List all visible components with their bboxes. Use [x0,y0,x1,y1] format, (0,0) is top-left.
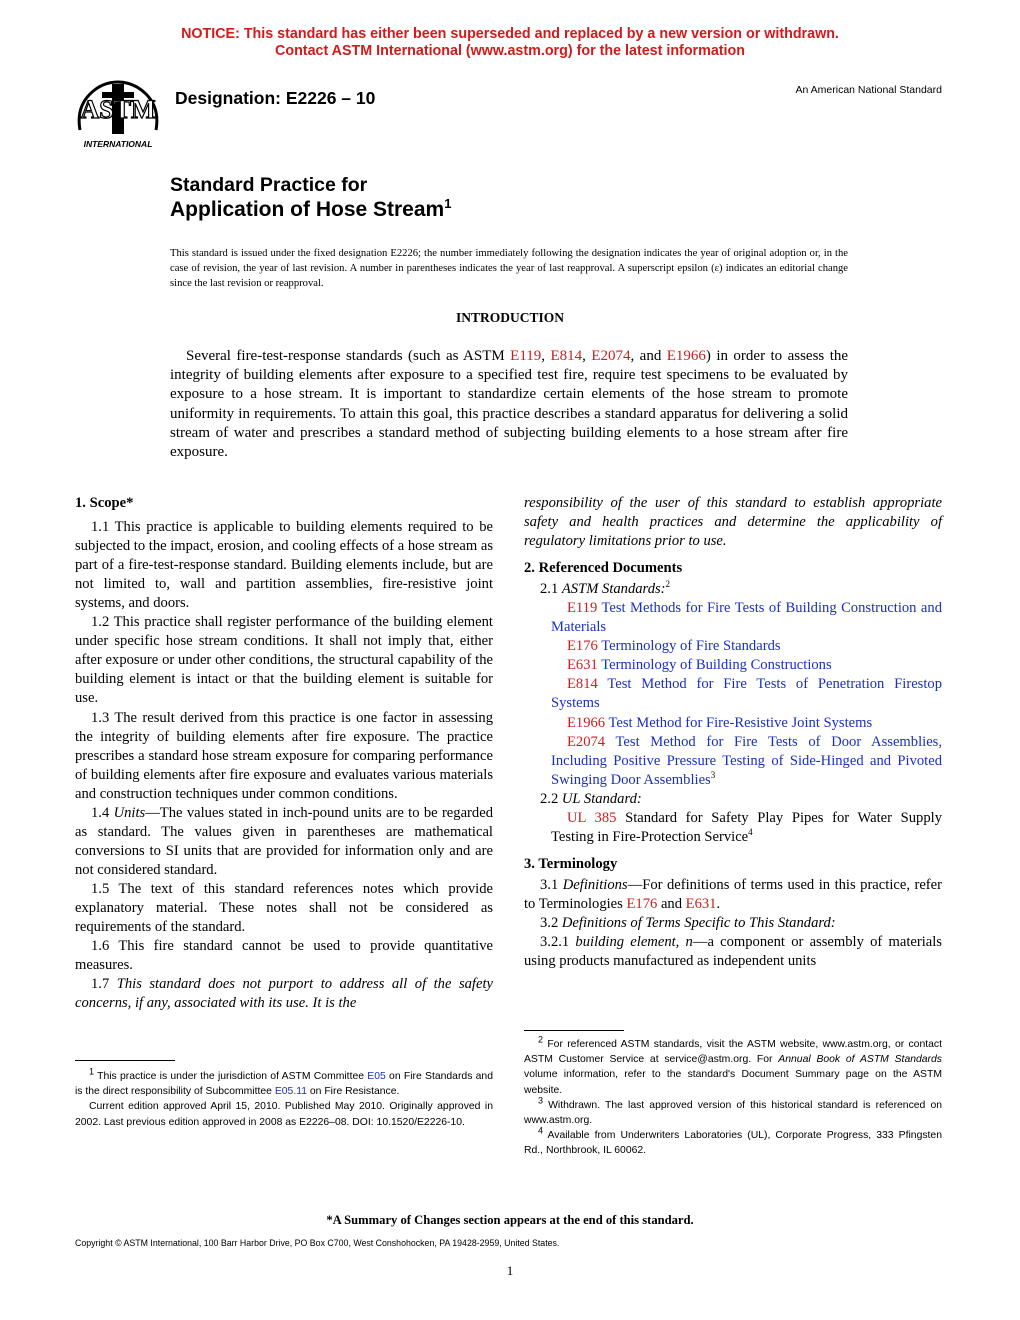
para-1-4 [75,804,493,880]
ref-link-e119[interactable]: E119 [510,348,542,364]
footnote-marker: 1 [89,1066,95,1077]
right-column [524,494,942,971]
ref-link-e176[interactable]: E176 [626,895,658,912]
footnote-4 [524,1125,942,1158]
para-text: . [716,895,721,912]
footnote-text: on Fire Resistance. [307,1086,400,1098]
para-em: ASTM Standards: [561,581,666,598]
ref-item-e814[interactable] [524,675,942,713]
para-num: 3.1 [540,876,563,893]
para-text: —The values stated in inch-pound units are to be regarded as standard. The values given in parentheses are mathematical conversions to SI units that are provided for information only and are not considered standard. [75,804,493,878]
footnote-marker: 4 [538,1125,544,1136]
logo-subtext: INTERNATIONAL [83,139,153,149]
footnote-marker: 3 [538,1095,544,1106]
para-3-2 [524,914,942,933]
footnote-1 [75,1066,493,1099]
ref-code[interactable]: E176 [567,638,598,655]
footnote-divider [524,1030,624,1031]
para-num: 3.2 [540,914,562,931]
ref-title: Standard for Safety Play Pipes for Water Supply Testing in Fire-Protection Service [551,809,942,845]
title-footnote-marker: 1 [444,196,452,211]
ref-code[interactable]: E631 [567,657,598,674]
left-column [75,494,493,1013]
ref-code[interactable]: UL 385 [567,809,617,826]
para-em: This standard does not purport to address all of the safety concerns, if any, associated with its use. It is the [75,976,493,1012]
para-1-5: 1.5 The text of this standard references notes which provide explanatory material. These notes shall not be considered as requirements of the standard. [75,880,493,936]
notice-line-2: Contact ASTM International (www.astm.org) for the latest information [275,43,745,59]
footnote-edition: Current edition approved April 15, 2010. Published May 2010. Originally approved in 2002. Last previous edition approved in 2008 as E2226–08. DOI: 10.1520/E2226-10. [75,1101,493,1128]
para-3-1 [524,876,942,914]
para-num: 1.4 [91,804,114,821]
issue-note: This standard is issued under the fixed designation E2226; the number immediately following the designation indicates the year of original adoption or, in the case of revision, the year of last revision. A number in parentheses indicates the year of last reapproval. A superscript epsilon (ε) indicates an editorial change since the last revision or reapproval. [170,248,848,289]
para-em: responsibility of the user of this standard to establish appropriate safety and health practices and determine the applicability of regulatory limitations prior to use. [524,495,942,550]
para-num: 2.2 [540,790,562,807]
american-national-standard-label: An American National Standard [795,84,942,96]
para-num: 1.7 [91,976,117,993]
introduction-paragraph [170,347,848,462]
footnote-text: volume information, refer to the standard's Document Summary page on the ASTM website. [524,1069,942,1096]
ref-code[interactable]: E2074 [567,733,606,750]
ref-item-e631[interactable] [524,656,942,675]
para-2-2 [524,790,942,809]
footnotes-right [524,1030,942,1159]
para-text: and [657,895,686,912]
para-1-2: 1.2 This practice shall register performance of the building element under specific hose stream conditions. It shall not imply that, either after exposure or under other conditions, the structural capability of the building element is intact or that the building element is suitable for use. [75,614,493,707]
intro-sep: , [541,348,551,364]
para-em: Units [113,804,146,821]
ref-item-e1966[interactable] [524,714,942,733]
subcommittee-link[interactable]: E05.11 [274,1086,307,1098]
ref-link-e2074[interactable]: E2074 [591,348,631,364]
footnote-marker: 2 [538,1034,544,1045]
ref-title[interactable]: Test Methods for Fire Tests of Building Construction and Materials [551,600,942,636]
para-num: 3.2.1 [540,934,576,951]
astm-logo-icon [72,78,164,152]
title-line-1: Standard Practice for [170,174,368,196]
notice-line-1: NOTICE: This standard has either been superseded and replaced by a new version or withdrawn. [181,26,839,42]
withdrawal-notice [0,26,1020,60]
para-1-1: 1.1 This practice is applicable to building elements required to be subjected to the impact, erosion, and cooling effects of a hose stream as part of a fire-test-response standard. Building elements include, but are not limited to, wall and partition assemblies, fire-resistive joint systems, and doors. [75,519,493,612]
ref-code[interactable]: E814 [567,676,598,693]
designation: Designation: E2226 – 10 [175,88,376,108]
section-1-heading: 1. Scope* [75,495,134,511]
footnotes-left [75,1060,493,1130]
title-line-2 [170,198,451,222]
para-num: 2.1 [540,581,562,598]
ref-item-e176[interactable] [524,637,942,656]
footnote-text: Available from Underwriters Laboratories (UL), Corporate Progress, 333 Pfingsten Rd., Northbrook, IL 60062. [524,1130,942,1157]
ref-item-e119[interactable] [524,599,942,637]
para-em: Definitions [562,876,628,893]
section-2-heading: 2. Referenced Documents [524,560,683,577]
introduction-heading: INTRODUCTION [455,310,564,325]
footnote-3 [524,1095,942,1128]
para-em: Definitions of Terms Specific to This Standard: [561,914,836,931]
footnote-marker: 2 [665,579,671,590]
ref-title[interactable]: Terminology of Building Constructions [601,657,832,674]
section-3-heading: 3. Terminology [524,855,618,872]
committee-link[interactable]: E05 [367,1071,386,1082]
para-1-6: 1.6 This fire standard cannot be used to provide quantitative measures. [75,938,493,974]
ref-title[interactable]: Test Method for Fire Tests of Door Assemblies, Including Positive Pressure Testing of Side-Hinged and Pivoted Swinging Door Assemblies [551,733,942,788]
intro-sep: , [582,348,592,364]
footnote-divider [75,1060,175,1061]
ref-link-e814[interactable]: E814 [550,348,583,364]
copyright-line: Copyright © ASTM International, 100 Barr Harbor Drive, PO Box C700, West Conshohocken, PA 19428-2959, United States. [75,1238,560,1248]
ref-item-ul385[interactable] [524,809,942,847]
summary-of-changes-note: *A Summary of Changes section appears at the end of this standard. [326,1213,694,1227]
footnote-text: This practice is under the jurisdiction of ASTM Committee [94,1071,368,1082]
footnote-text: Withdrawn. The last approved version of this historical standard is referenced on www.astm.org. [524,1099,942,1127]
para-em: building element, n [575,934,693,951]
ref-link-e1966[interactable]: E1966 [666,348,706,364]
ref-title[interactable]: Terminology of Fire Standards [601,638,781,655]
para-1-3: 1.3 The result derived from this practice is one factor in assessing the integrity of building elements after fire exposure. The practice prescribes a standard hose stream exposure for comparing performance of building elements after fire exposure and evaluates various materials and construction techniques under common conditions. [75,709,493,802]
para-em: UL Standard: [561,790,642,807]
intro-sep: , and [630,348,667,364]
para-text: —For definitions of terms used in this practice, refer to Terminologies [524,876,943,912]
ref-link-e631[interactable]: E631 [685,895,717,912]
ref-title[interactable]: Test Method for Fire-Resistive Joint Systems [608,714,873,731]
page-number: 1 [506,1263,514,1278]
ref-code[interactable]: E1966 [567,714,606,731]
footnote-marker: 3 [710,769,716,780]
footnote-2 [524,1034,942,1098]
para-1-7-continued [524,494,942,551]
footnote-text: For referenced ASTM standards, visit the ASTM website, www.astm.org, or contact ASTM Customer Service at service@astm.org. For [524,1039,942,1066]
para-3-2-1 [524,933,942,971]
footnote-marker: 4 [748,826,753,837]
ref-code[interactable]: E119 [567,600,598,617]
ref-item-e2074[interactable] [524,733,942,790]
para-1-7 [75,975,493,1013]
footnote-text: on Fire Standards and is the direct responsibility of Subcommittee [75,1071,493,1098]
intro-text-a: Several fire-test-response standards (such as ASTM [186,348,511,364]
footnote-em: Annual Book of ASTM Standards [778,1054,942,1066]
ref-title[interactable]: Test Method for Fire Tests of Penetration Firestop Systems [551,676,942,712]
para-text: —a component or assembly of materials using products manufactured as independent units [524,934,942,970]
intro-text-b: ) in order to assess the integrity of building elements after exposure to a specified test fire, require test specimens to be evaluated by exposure to a hose stream. It is important to standardize certain elements of the hose stream to promote uniformity in requirements. To attain this goal, this practice describes a standard apparatus for delivering a solid stream of water and prescribes a standard method of subjecting building elements to a hose stream after fire exposure. [170,348,849,461]
para-2-1 [524,580,942,599]
logo-text: ASTM [80,95,156,124]
title-text: Application of Hose Stream [170,198,445,221]
